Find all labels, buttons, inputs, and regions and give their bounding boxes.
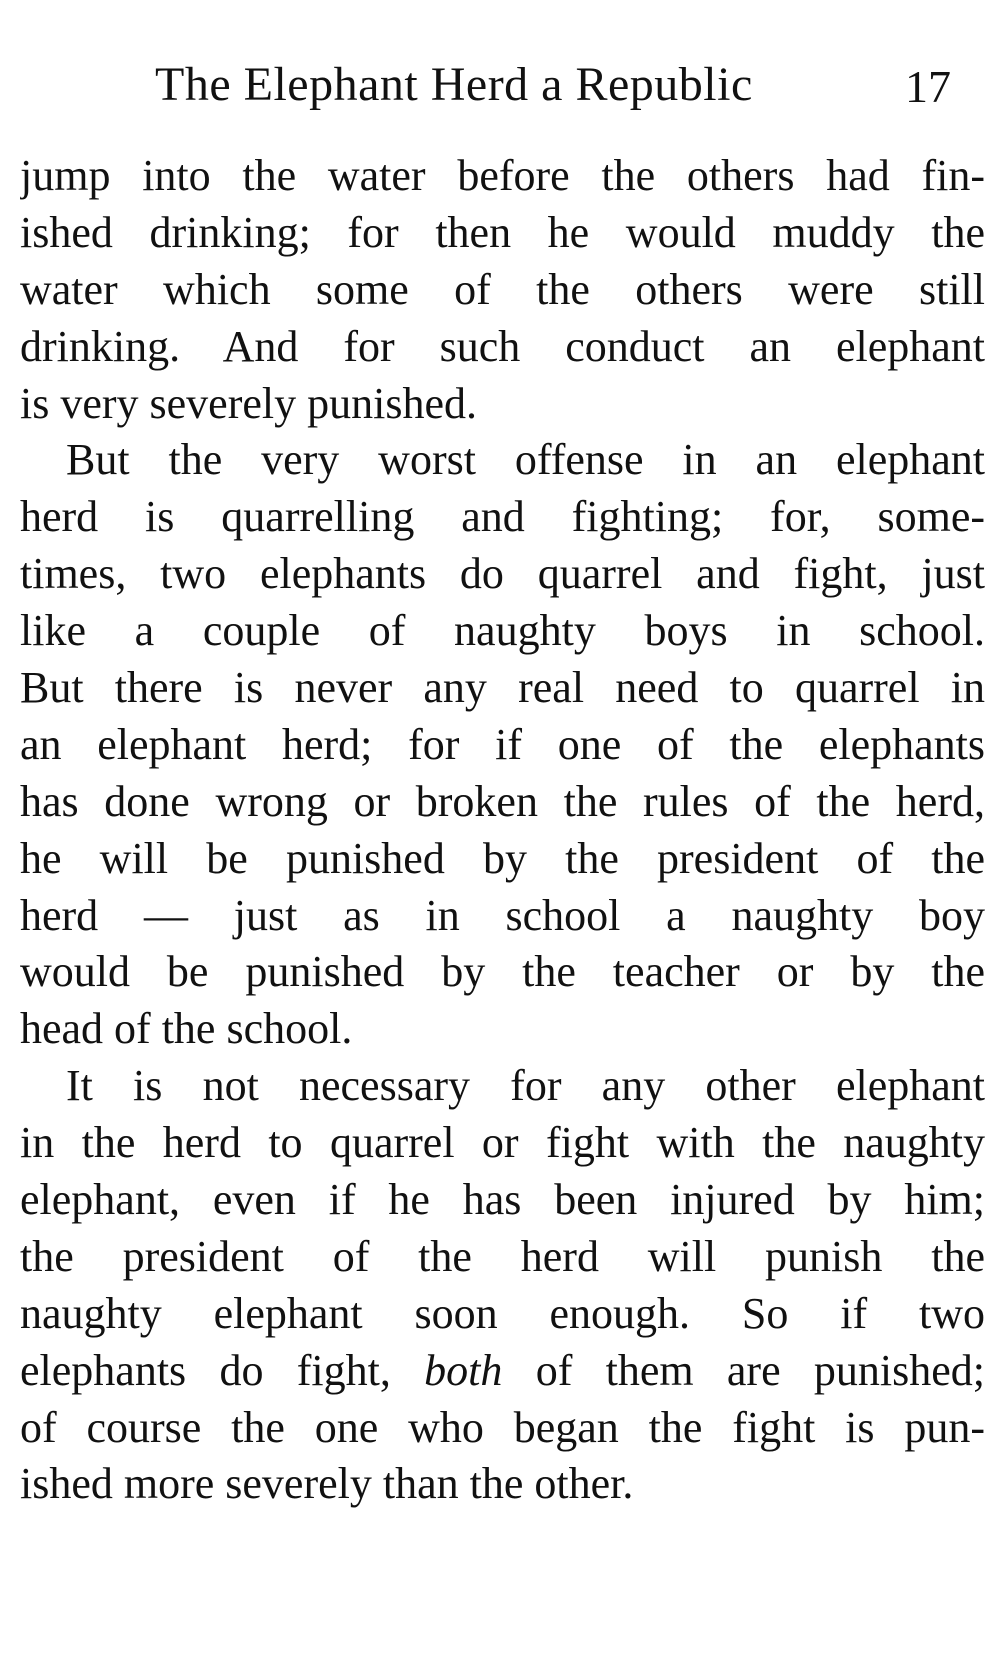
text-run: elephants do fight,: [20, 1345, 391, 1395]
text-line: like a couple of naughty boys in school.: [20, 606, 985, 656]
text-line: jump into the water before the others had fin-: [20, 151, 985, 200]
text-line: he will be punished by the president of the: [20, 833, 985, 883]
paragraph-3: [20, 1058, 985, 1513]
text-line: is very severely punished.: [20, 378, 477, 428]
paragraph-2: [20, 432, 985, 1058]
text-run: of them are punished;: [535, 1345, 985, 1395]
text-line-with-italic: [20, 1343, 985, 1400]
running-title: The Elephant Herd a Republic: [155, 58, 753, 111]
text-line: head of the school.: [20, 1004, 353, 1054]
text-line: ished drinking; for then he would muddy the: [20, 207, 985, 257]
text-line: But the very worst offense in an elephant: [66, 435, 985, 485]
paragraph-1: [20, 148, 985, 432]
italic-emphasis: both: [424, 1345, 503, 1395]
text-line: naughty elephant soon enough. So if two: [20, 1288, 985, 1338]
text-line: of course the one who began the fight is pun-: [20, 1402, 985, 1452]
text-line: elephant, even if he has been injured by him;: [20, 1175, 985, 1225]
text-line: has done wrong or broken the rules of the herd,: [20, 776, 985, 826]
text-line: times, two elephants do quarrel and fight, just: [20, 549, 985, 599]
text-line: But there is never any real need to quarrel in: [20, 663, 985, 713]
text-line: herd is quarrelling and fighting; for, some-: [20, 492, 985, 542]
text-line: drinking. And for such conduct an elephant: [20, 321, 985, 371]
body-text: [20, 148, 985, 1513]
text-line: the president of the herd will punish the: [20, 1231, 985, 1281]
text-line: in the herd to quarrel or fight with the naughty: [20, 1118, 985, 1168]
text-line: an elephant herd; for if one of the elephants: [20, 719, 985, 769]
text-line: It is not necessary for any other elephant: [66, 1061, 985, 1111]
text-line: herd — just as in school a naughty boy: [20, 890, 985, 940]
text-line: water which some of the others were still: [20, 264, 985, 314]
text-line: would be punished by the teacher or by the: [20, 947, 985, 997]
page-number: 17: [905, 61, 951, 112]
text-line: ished more severely than the other.: [20, 1459, 634, 1509]
